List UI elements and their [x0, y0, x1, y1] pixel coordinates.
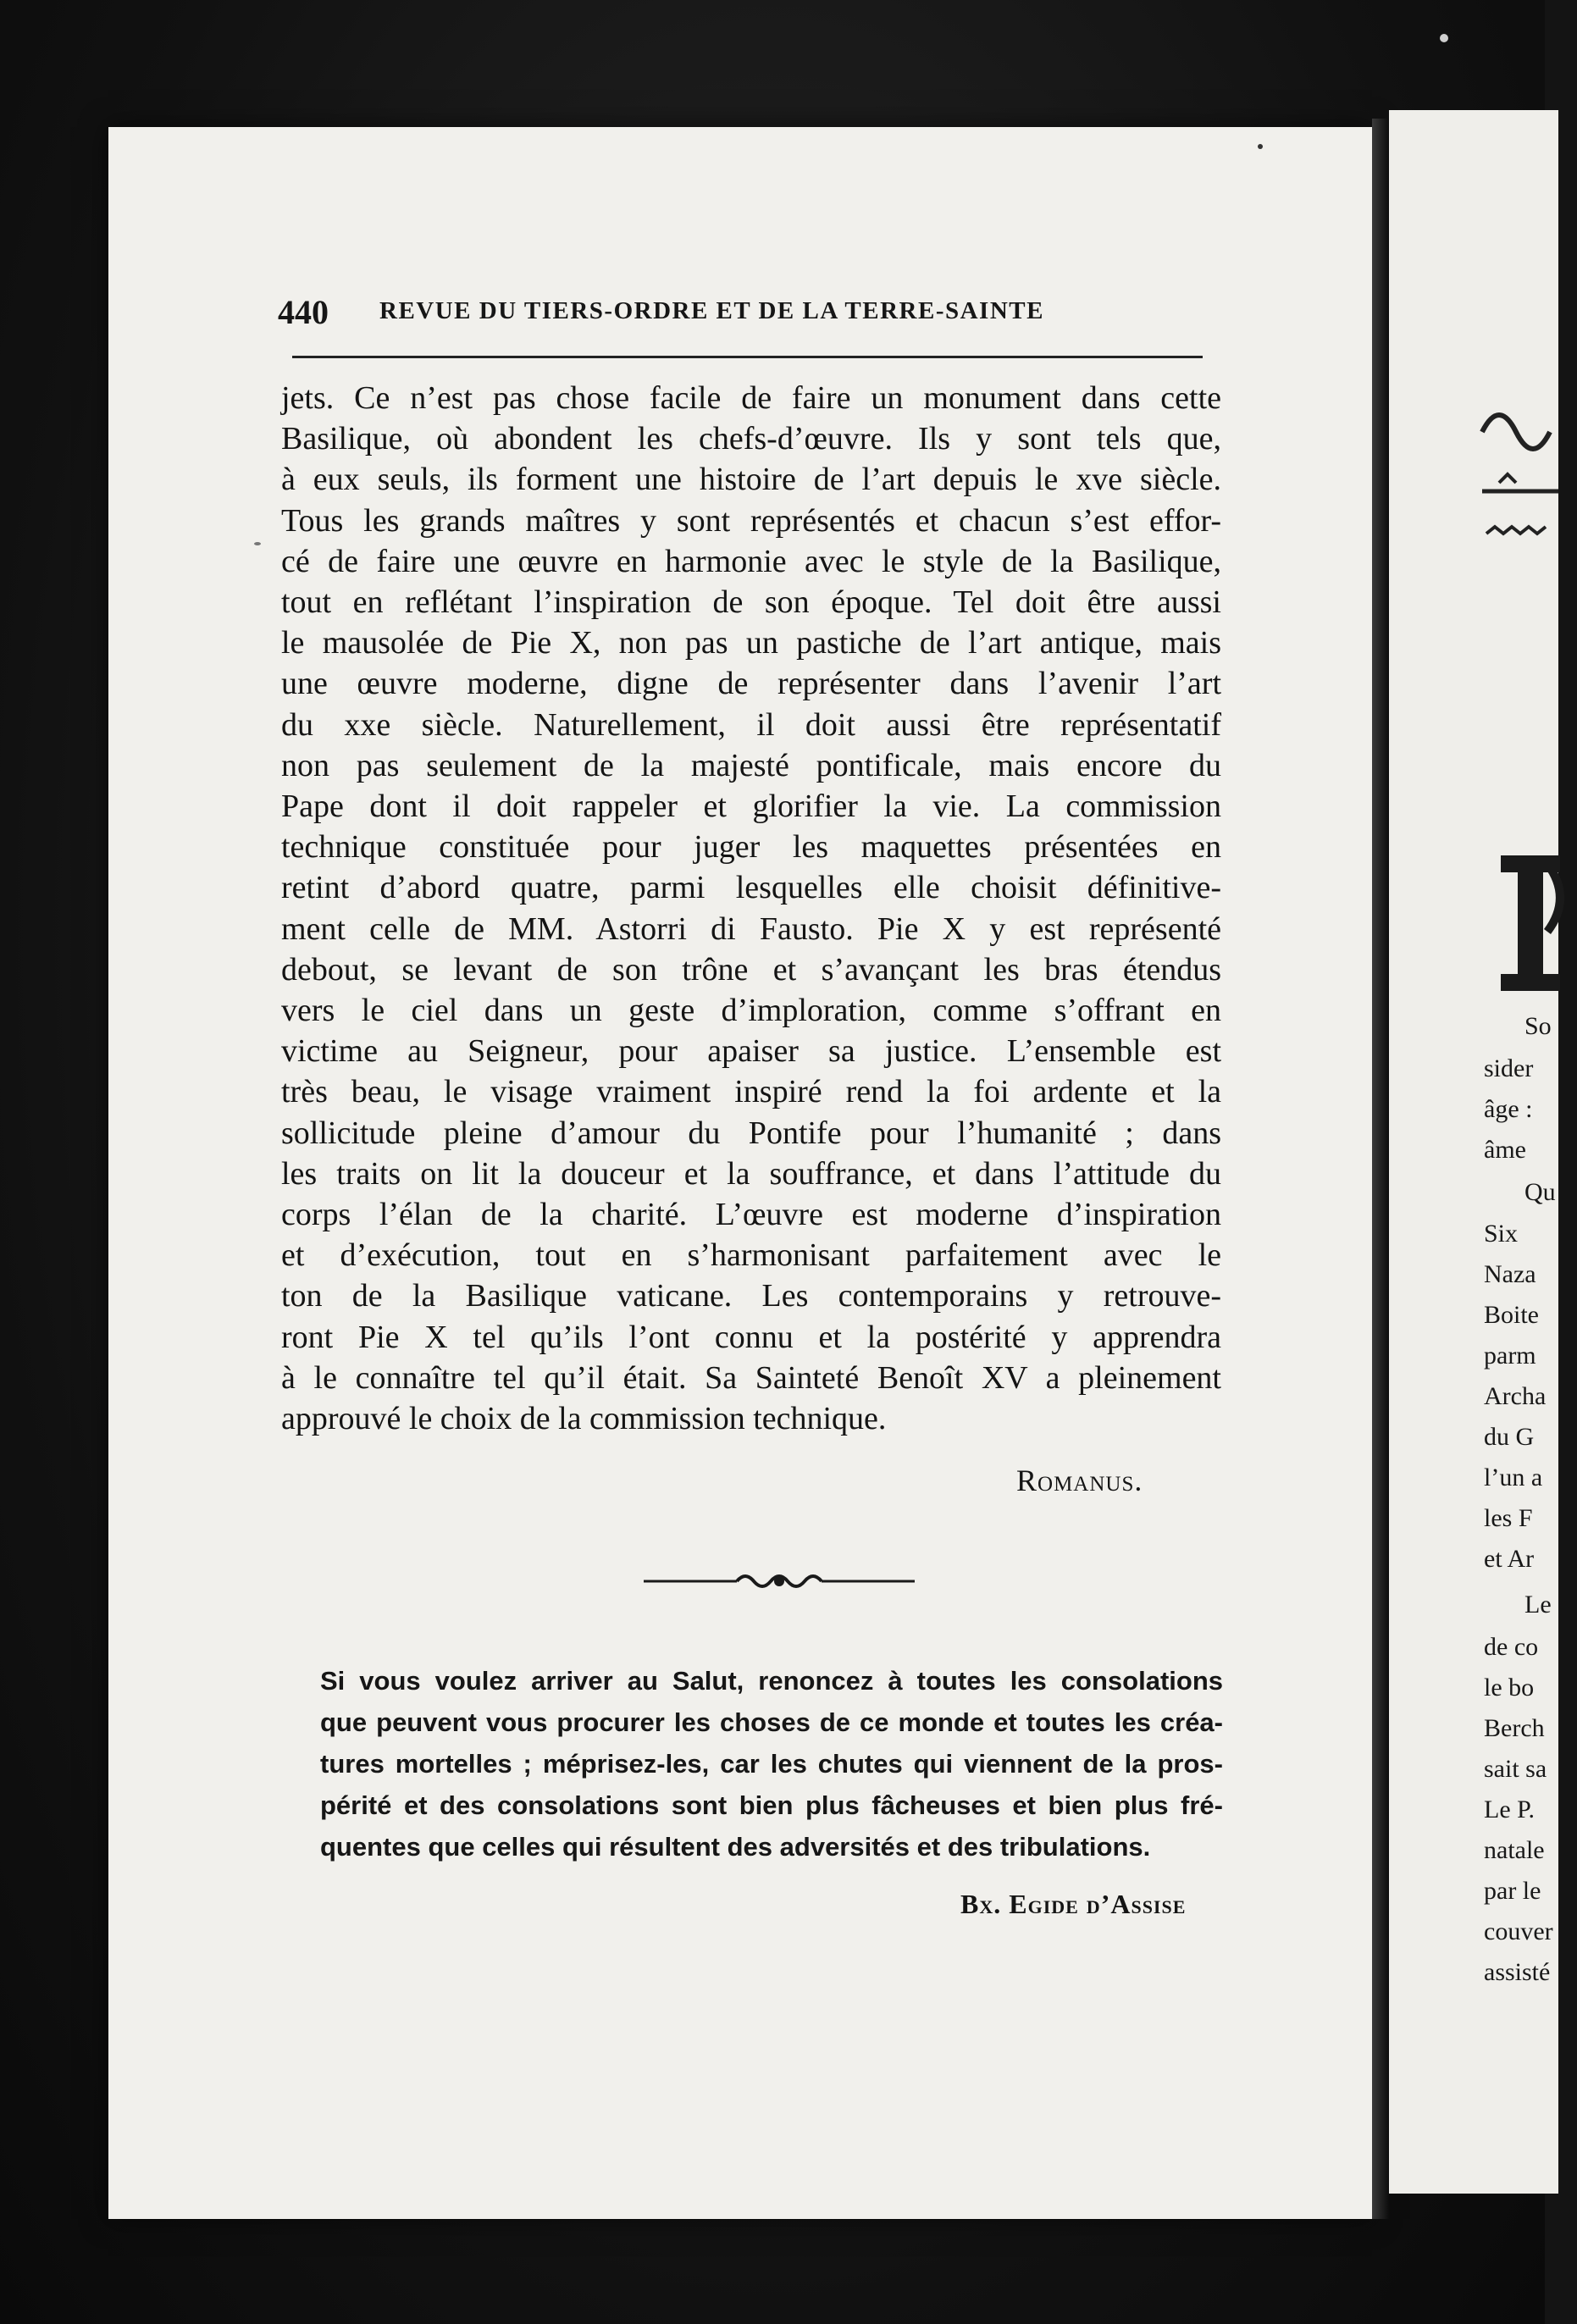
- article-line: à le connaître tel qu’il était. Sa Sainteté Benoît XV a pleinement: [281, 1359, 1221, 1396]
- facing-page-fragment: Archa: [1484, 1382, 1547, 1410]
- article-line: debout, se levant de son trône et s’avançant les bras étendus: [281, 951, 1221, 988]
- facing-page-fragment: parm: [1484, 1342, 1536, 1370]
- facing-page-fragment: sider: [1484, 1054, 1534, 1082]
- article-line: retint d’abord quatre, parmi lesquelles elle choisit définitive-: [281, 870, 1221, 906]
- facing-page-fragment: âge :: [1484, 1095, 1533, 1123]
- scan-speck: [1258, 144, 1263, 149]
- article-body: [281, 378, 1221, 1439]
- facing-page-ornament-mid: [1482, 517, 1558, 551]
- facing-page-fragment: le bo: [1484, 1674, 1535, 1702]
- article-line: technique constituée pour juger les maquettes présentées en: [281, 829, 1221, 866]
- facing-page-fragment: couver: [1484, 1917, 1553, 1945]
- article-line: Pape dont il doit rappeler et glorifier la vie. La commission: [281, 788, 1221, 825]
- article-author: Romanus.: [1016, 1464, 1143, 1497]
- quote-author: Bx. Egide d’Assise: [960, 1889, 1187, 1919]
- running-title: REVUE DU TIERS-ORDRE ET DE LA TERRE-SAINTE: [379, 297, 1044, 324]
- facing-page-fragment: Le P.: [1484, 1796, 1535, 1823]
- facing-page-fragment: Le: [1524, 1591, 1552, 1618]
- article-line: jets. Ce n’est pas chose facile de faire un monument dans cette: [281, 380, 1221, 416]
- facing-page-fragment: du G: [1484, 1423, 1535, 1451]
- article-line: approuvé le choix de la commission technique.: [281, 1401, 887, 1437]
- article-line: très beau, le visage vraiment inspiré rend la foi ardente et la: [281, 1074, 1221, 1110]
- article-line: tout en reflétant l’inspiration de son époque. Tel doit être aussi: [281, 584, 1221, 621]
- facing-page-fragment: So: [1524, 1012, 1552, 1040]
- quote-line: périté et des consolations sont bien plus fâcheuses et bien plus fré-: [320, 1790, 1223, 1820]
- facing-page-fragment: Naza: [1484, 1260, 1536, 1288]
- facing-page-fragment: assisté: [1484, 1958, 1551, 1986]
- article-line: corps l’élan de la charité. L’œuvre est moderne d’inspiration: [281, 1197, 1221, 1233]
- quote-line: tures mortelles ; méprisez-les, car les chutes qui viennent de la pros-: [320, 1749, 1223, 1779]
- facing-page-ornament-top: [1474, 322, 1558, 508]
- article-line: ton de la Basilique vaticane. Les contemporains y retrouve-: [281, 1278, 1221, 1314]
- facing-page-fragment: Boite: [1484, 1301, 1539, 1329]
- quote-line: que peuvent vous procurer les choses de ce monde et toutes les créa-: [320, 1707, 1223, 1737]
- article-line: Basilique, où abondent les chefs-d’œuvre. Ils y sont tels que,: [281, 421, 1221, 457]
- scan-speck: [254, 542, 261, 545]
- facing-page-fragment: âme: [1484, 1136, 1526, 1164]
- article-line: ment celle de MM. Astorri di Fausto. Pie X y est représenté: [281, 910, 1221, 947]
- facing-page-fragment: sait sa: [1484, 1755, 1547, 1783]
- article-line: Tous les grands maîtres y sont représentés et chacun s’est effor-: [281, 502, 1221, 539]
- quotation: [320, 1660, 1223, 1868]
- facing-page-fragment: natale: [1484, 1836, 1545, 1864]
- facing-page-fragment: de co: [1484, 1633, 1539, 1661]
- article-line: et d’exécution, tout en s’harmonisant parfaitement avec le: [281, 1237, 1221, 1274]
- article-line: à eux seuls, ils forment une histoire de l’art depuis le xve siècle.: [281, 462, 1221, 498]
- facing-page-fragment: l’un a: [1484, 1464, 1543, 1491]
- facing-page-fragment: et Ar: [1484, 1545, 1535, 1573]
- article-line: du xxe siècle. Naturellement, il doit aussi être représentatif: [281, 706, 1221, 743]
- page-header: [278, 292, 1201, 343]
- drop-capital-letter: [1492, 847, 1577, 999]
- facing-page-fragment: Qu: [1524, 1178, 1556, 1206]
- quote-line: Si vous voulez arriver au Salut, renoncez à toutes les consolations: [320, 1666, 1223, 1696]
- article-line: sollicitude pleine d’amour du Pontife pour l’humanité ; dans: [281, 1115, 1221, 1151]
- article-line: une œuvre moderne, digne de représenter dans l’avenir l’art: [281, 666, 1221, 702]
- quote-line: quentes que celles qui résultent des adversités et des tribulations.: [320, 1832, 1151, 1862]
- divider-ornament: [644, 1569, 915, 1594]
- article-line: cé de faire une œuvre en harmonie avec le style de la Basilique,: [281, 543, 1221, 579]
- facing-page-fragment: Six: [1484, 1220, 1519, 1248]
- article-line: le mausolée de Pie X, non pas un pastiche de l’art antique, mais: [281, 625, 1221, 661]
- facing-page-fragment: les F: [1484, 1504, 1533, 1532]
- book-gutter: [1372, 119, 1389, 2219]
- page-number: 440: [278, 293, 329, 331]
- article-line: victime au Seigneur, pour apaiser sa justice. L’ensemble est: [281, 1033, 1221, 1070]
- scan-speck: [1440, 34, 1448, 42]
- facing-page-fragment: Berch: [1484, 1714, 1545, 1742]
- article-line: non pas seulement de la majesté pontificale, mais encore du: [281, 747, 1221, 783]
- article-line: ront Pie X tel qu’ils l’ont connu et la postérité y apprendra: [281, 1319, 1221, 1355]
- facing-page-fragment: par le: [1484, 1877, 1541, 1905]
- article-line: les traits on lit la douceur et la souffrance, et dans l’attitude du: [281, 1155, 1221, 1192]
- header-rule: [292, 356, 1203, 358]
- article-line: vers le ciel dans un geste d’imploration, comme s’offrant en: [281, 993, 1221, 1029]
